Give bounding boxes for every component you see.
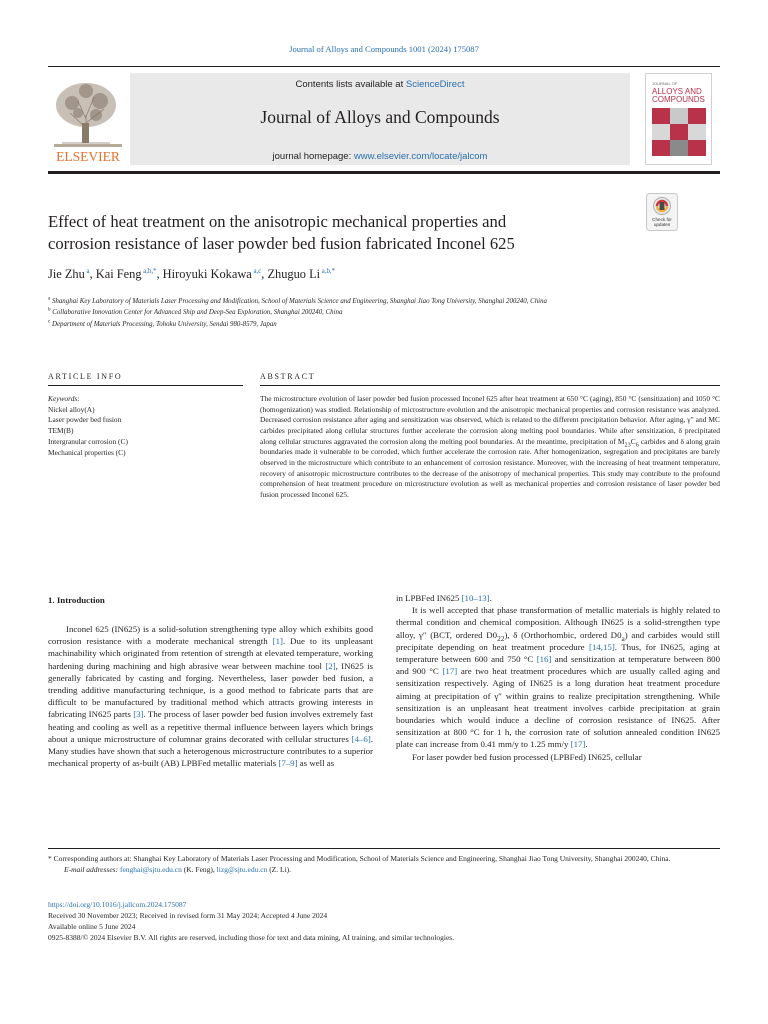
author-affiliation-marker[interactable]: a [86, 268, 90, 275]
journal-title: Journal of Alloys and Compounds [260, 107, 500, 127]
citation-link[interactable]: [17] [442, 666, 458, 677]
svg-text:Check for: Check for [652, 217, 672, 222]
homepage-line: journal homepage: www.elsevier.com/locate/jalcom [272, 151, 488, 162]
author-affiliation-marker[interactable]: a,b,* [321, 268, 336, 275]
citation-link[interactable]: [16] [536, 654, 552, 665]
svg-text:JOURNAL OF: JOURNAL OF [652, 81, 678, 86]
article-title: Effect of heat treatment on the anisotropic mechanical properties and corrosion resistance of laser powder bed fusion fabricated Inconel 625 [48, 212, 515, 253]
elsevier-tree-icon [48, 73, 128, 165]
keyword-item: Laser powder bed fusion [48, 415, 122, 425]
author-affiliation-marker[interactable]: a,b,* [143, 268, 157, 275]
running-head[interactable]: Journal of Alloys and Compounds 1001 (2024) 175087 [289, 44, 479, 54]
journal-cover-image [646, 74, 712, 165]
author-name[interactable]: Kai Feng [95, 267, 142, 281]
citation-link[interactable]: [10–13] [461, 593, 490, 603]
svg-text:ELSEVIER: ELSEVIER [56, 149, 120, 164]
email-link[interactable]: lizg@sjtu.edu.cn [216, 865, 268, 874]
footnote-rule [48, 848, 720, 849]
citation-link[interactable]: [17] [570, 739, 586, 750]
svg-text:ALLOYS AND: ALLOYS AND [652, 87, 702, 96]
author-list: Jie Zhu $^a$, Kai Feng $^{a,b,*}$, Hiroyuki Kokawa $^{a,c}$, Zhuguo Li $^{a,b,*}$ [48, 267, 336, 281]
abstract-rule [260, 385, 720, 386]
keyword-item: Mechanical properties (C) [48, 447, 126, 457]
keyword-item: Intergranular corrosion (C) [48, 436, 128, 446]
paragraph: in LPBFed IN625 [10–13]. [396, 593, 492, 603]
sciencedirect-link[interactable]: ScienceDirect [405, 79, 465, 90]
svg-text:COMPOUNDS: COMPOUNDS [652, 95, 705, 104]
section-heading-introduction: 1. Introduction [48, 595, 105, 605]
elsevier-logo[interactable] [48, 73, 128, 165]
top-rule [48, 66, 720, 67]
article-info-heading: ARTICLE INFO [48, 372, 123, 381]
abstract-text: The microstructure evolution of laser powder bed fusion processed Inconel 625 after heat treatment at 650 °C (aging), 850 °C (sensitization) and 1050 °C (homogenization) was studied. Relationship of microstructure evolution and the anisotropic mechanical properties and corrosion resistance was analyzed. Decreased corrosion resistance after aging and sensitization was observed, which is related to the different precipitation behavior. After aging, γ″ and MC carbides precipitated along cellular structures further accelerate the corrosion along melting pool boundaries. While after sensitization, δ precipitated along cellular structures aggravated the corrosion along the melting pool boundaries. At the meantime, precipitation of $M_{23}C_6$ carbides and δ along grain boundaries made it vulnerable to be corroded, which further accelerate the corrosion rate. After homogenization, segregation and precipitates are barely observed in the microstructure which contribute to an enhancement of corrosion resistance. Moreover, with the increasing of heat treatment temperature, recovery of anisotropic microstructure contributes to the decrease of the anisotropy of mechanical properties. This study may contribute to the profound comprehension of heat treatment procedure on microstructure evolution as well as mechanical properties and corrosion resistance of laser powder bed fusion processed Inconel 625. [260, 394, 720, 499]
citation-link[interactable]: [3] [133, 709, 144, 720]
paragraph: It is well accepted that phase transformation of metallic materials is highly related to thermal condition and chemical composition. Although IN625 is a solid-strengthen type alloy, γ″ (BCT, ordered $D0_{22}$), δ (Orthorhombic, ordered $D0_a$) and carbides would still precipitate depending on heat treatment procedure [14,15]. Thus, for IN625, aging at temperature between 600 and 750 °C [16] and sensitization at temperature between 800 and 900 °C [17] are two heat treatment procedures which are usually called aging and sensitization respectively. Aging of IN625 is a long duration heat treatment procedure aiming at precipitation of γ″ within grains to realize precipitation strengthening. While sensitization is an unpleasant heat treatment involves carbide precipitation at grain boundaries which would induce a decline of corrosion resistance of IN625. After sensitization at 800 °C for 1 h, the corrosion rate of solution annealed condition IN625 plate can increase from 0.41 mm/y to 1.25 mm/y [17]. [396, 605, 720, 750]
keyword-item: TEM(B) [48, 426, 74, 436]
email-link[interactable]: fenghai@sjtu.edu.cn [119, 865, 182, 874]
email-line: E-mail addresses: fenghai@sjtu.edu.cn (K. Feng), lizg@sjtu.edu.cn (Z. Li). [64, 865, 292, 874]
author-name[interactable]: Zhuguo Li [267, 267, 321, 281]
affiliations [48, 296, 628, 330]
abstract-heading: ABSTRACT [260, 372, 316, 381]
article-info-rule [48, 385, 243, 386]
citation-link[interactable]: [2] [325, 660, 336, 671]
keyword-item: Nickel alloy(A) [48, 404, 95, 414]
copyright-line: 0925-8388/© 2024 Elsevier B.V. All rights are reserved, including those for text and data mining, AI training, and similar technologies. [48, 933, 455, 942]
keywords-label: Keywords: [48, 394, 80, 403]
citation-link[interactable]: [7–9] [278, 758, 298, 769]
citation-link[interactable]: [1] [272, 636, 283, 647]
affiliation-item: $^c$ Department of Materials Processing, Tohoku University, Sendai 980-8579, Japan [48, 319, 277, 328]
footnotes [48, 853, 720, 875]
check-for-updates-icon [646, 193, 678, 231]
available-online-date: Available online 5 June 2024 [48, 922, 136, 931]
affiliation-item: $^a$ Shanghai Key Laboratory of Materials Laser Processing and Modification, School of Materials Science and Engineering, Shanghai Jiao Tong University, Shanghai 200240, China [48, 296, 547, 305]
journal-cover-thumbnail[interactable] [645, 73, 712, 165]
body-column-left: Inconel 625 (IN625) is a solid-solution strengthening type alloy which exhibits good corrosion resistance with a moderate mechanical strength [1]. Due to its unpleasant machinability which originated from retention of strength at elevated temperature, working hardening during machining and high abrasive wear between machine tool [2], IN625 is generally fabricated by casting and forging. Nevertheless, laser powder bed fusion, a trending additive manufacturing technique, is a good method to fabricate parts that are difficult to be manufactured by traditional method which attracts growing interests in fabricating IN625 parts [3]. The process of laser powder bed fusion involves extremely fast heating and cooling as well as a repetitive thermal influence between layers which brings about a unique microstructure of columnar grains decorated with cellular structures [4–6]. Many studies have shown that such a heterogenous microstructure contributes to a superior mechanical property of as-built (AB) LPBFed metallic materials [7–9] as well as [48, 624, 373, 769]
masthead-rule [48, 171, 720, 174]
check-for-updates-badge[interactable] [646, 193, 678, 231]
paragraph: For laser powder bed fusion processed (LPBFed) IN625, cellular [412, 751, 642, 762]
author-affiliation-marker[interactable]: a,c [253, 268, 262, 275]
homepage-link[interactable]: www.elsevier.com/locate/jalcom [353, 151, 488, 162]
publication-info [48, 899, 720, 943]
keywords-block [48, 394, 128, 458]
citation-link[interactable]: [14,15] [589, 641, 615, 652]
corresponding-author-note: * Corresponding authors at: Shanghai Key Laboratory of Materials Laser Processing and Modification, School of Materials Science and Engineering, Shanghai Jiao Tong University, Shanghai 200240, China. [48, 854, 671, 863]
contents-line: Contents lists available at ScienceDirect [295, 79, 465, 90]
citation-link[interactable]: [4–6] [351, 733, 371, 744]
affiliation-item: $^b$ Collaborative Innovation Center for Advanced Ship and Deep-Sea Exploration, Shanghai 200240, China [48, 308, 343, 317]
author-name[interactable]: Hiroyuki Kokawa [162, 267, 252, 281]
doi-link[interactable]: https://doi.org/10.1016/j.jallcom.2024.175087 [48, 900, 187, 909]
received-dates: Received 30 November 2023; Received in revised form 31 May 2024; Accepted 4 June 2024 [48, 911, 328, 920]
svg-text:updates: updates [653, 222, 671, 227]
body-column-right [396, 592, 720, 763]
author-name[interactable]: Jie Zhu [48, 267, 85, 281]
